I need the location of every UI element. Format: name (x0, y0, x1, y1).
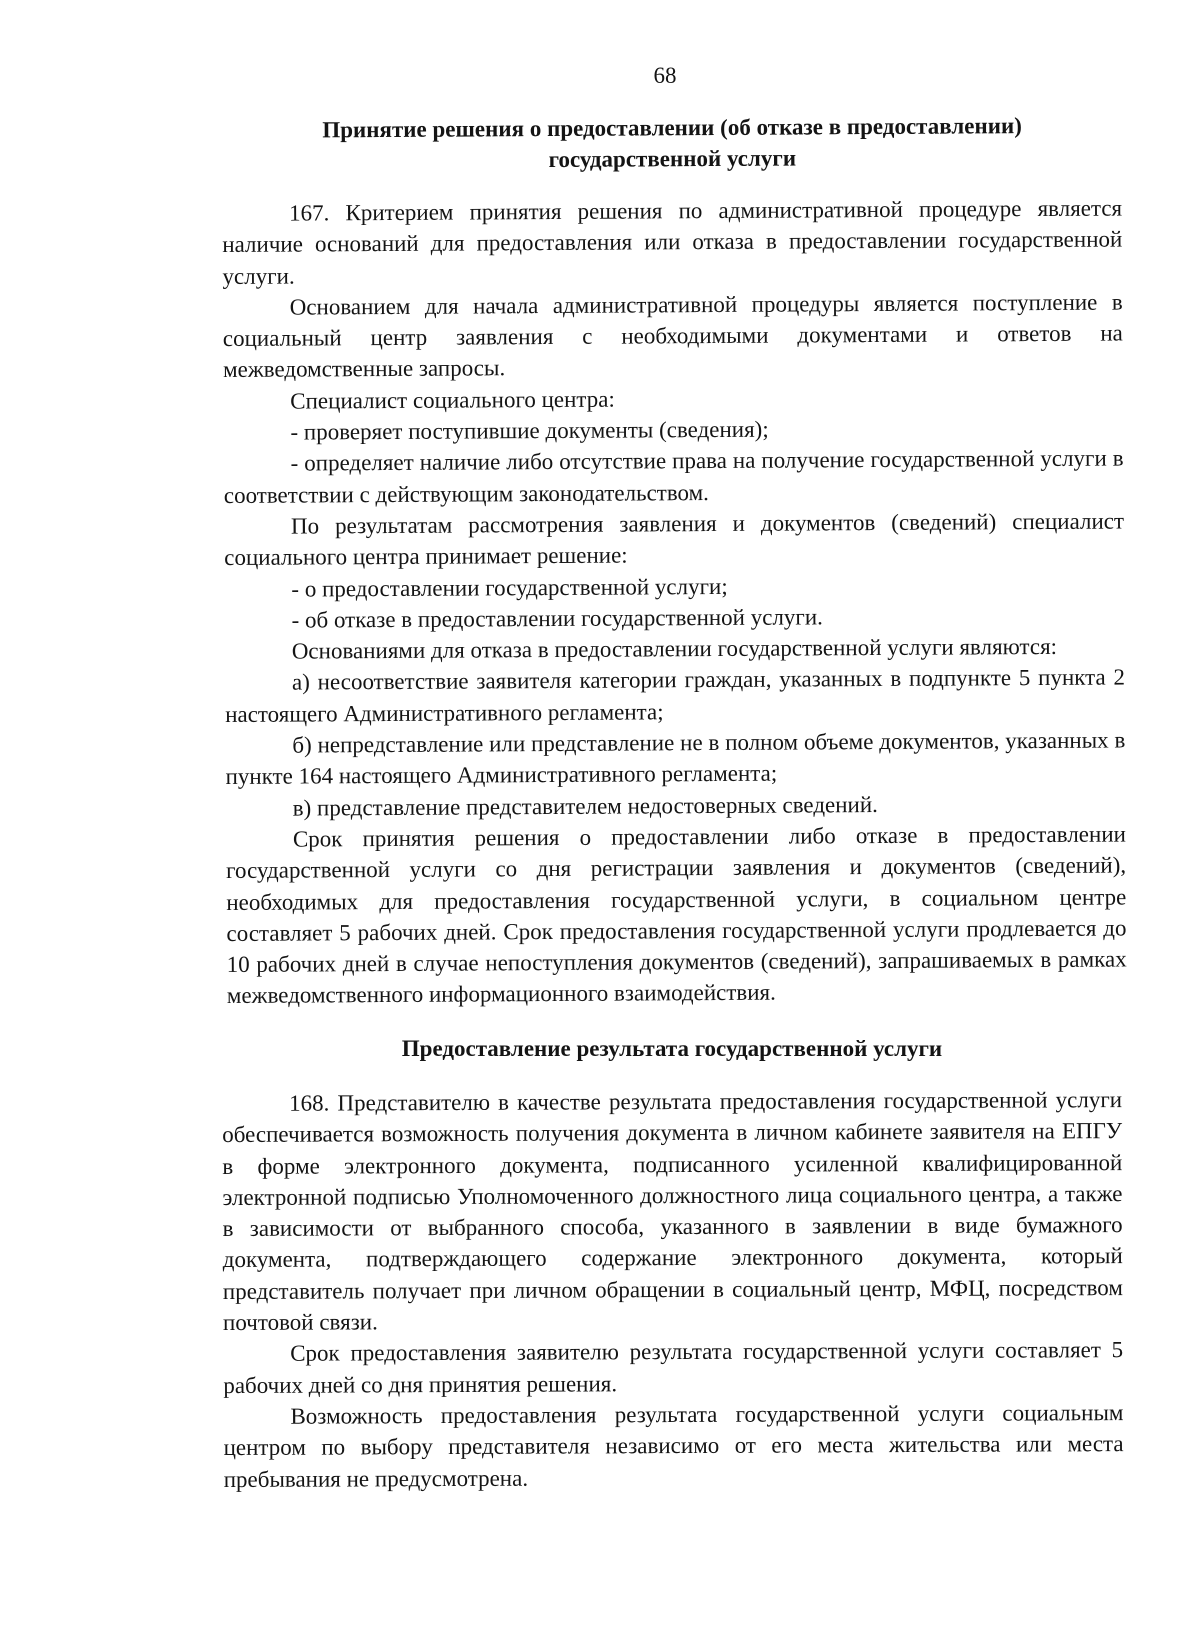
section2-body (222, 1084, 1124, 1495)
paragraph-decision-term: Срок принятия решения о предоставлении либо отказе в предоставлении государственной услуги со дня регистрации заявления и документов (сведений), необходимых для предоставления государственной услуги, в социальном центре составляет 5 рабочих дней. Срок предоставления государственной услуги продлевается до 10 рабочих дней в случае непоступления документов (сведений), запрашиваемых в рамках межведомственного информационного взаимодействия. (226, 821, 1127, 1009)
section2-title: Предоставление результата государственной услуги (401, 1036, 943, 1061)
paragraph-decision: По результатам рассмотрения заявления и документов (сведений) специалист социального центра принимает решение: (224, 508, 1125, 571)
paragraph-extraterritorial: Возможность предоставления результата государственной услуги социальным центром по выбору представителя независимо от его места жительства или места пребывания не предусмотрена. (223, 1400, 1124, 1492)
page-number: 68 (653, 63, 677, 88)
list-item-checks-documents: - проверяет поступившие документы (сведения); (290, 416, 769, 445)
paragraph-167: 167. Критерием принятия решения по административной процедуре является наличие оснований для предоставления или отказа в предоставлении государственной услуги. (222, 195, 1123, 289)
paragraph-168: 168. Представителю в качестве результата предоставления государственной услуги обеспечивается возможность получения документа в личном кабинете заявителя на ЕПГУ в форме электронного документа, подписанного усиленной квалифицированной электронной подписью Уполномоченного должностного лица социального центра, а также в зависимости от выбранного способа, указанного в заявлении в виде бумажного документа, подтверждающего содержание электронного документа, который представитель получает при личном обращении в социальный центр, МФЦ, посредством почтовой связи. (222, 1087, 1123, 1336)
paragraph-result-term: Срок предоставления заявителю результата государственной услуги составляет 5 рабочих дней со дня принятия решения. (223, 1337, 1124, 1398)
section1-body (222, 193, 1127, 1012)
list-item-grant: - о предоставлении государственной услуги; (291, 573, 728, 602)
paragraph-refusal-grounds: Основаниями для отказа в предоставлении государственной услуги являются: (291, 634, 1058, 664)
paragraph-basis: Основанием для начала административной процедуры является поступление в социальный центр заявления с необходимыми документами и ответов на межведомственные запросы. (222, 289, 1123, 383)
paragraph-specialist: Специалист социального центра: (290, 386, 615, 414)
section1-heading (222, 110, 1122, 178)
list-item-a: а) несоответствие заявителя категории граждан, указанных в подпункте 5 пункта 2 настоящего Административного регламента; (225, 664, 1126, 727)
list-item-v: в) представление представителем недостоверных сведений. (292, 791, 878, 821)
list-item-refuse: - об отказе в предоставлении государственной услуги. (291, 604, 823, 633)
list-item-determines-right: - определяет наличие либо отсутствие права на получение государственной услуги в соответствии с действующим законодательством. (223, 445, 1124, 508)
section1-title-line2: государственной услуги (548, 145, 797, 173)
list-item-b: б) непредставление или представление не в полном объеме документов, указанных в пункте 164 настоящего Административного регламента; (225, 727, 1126, 790)
section2-heading (222, 1033, 1122, 1064)
section1-title-line1: Принятие решения о предоставлении (об отказе в предоставлении) (322, 113, 1022, 143)
